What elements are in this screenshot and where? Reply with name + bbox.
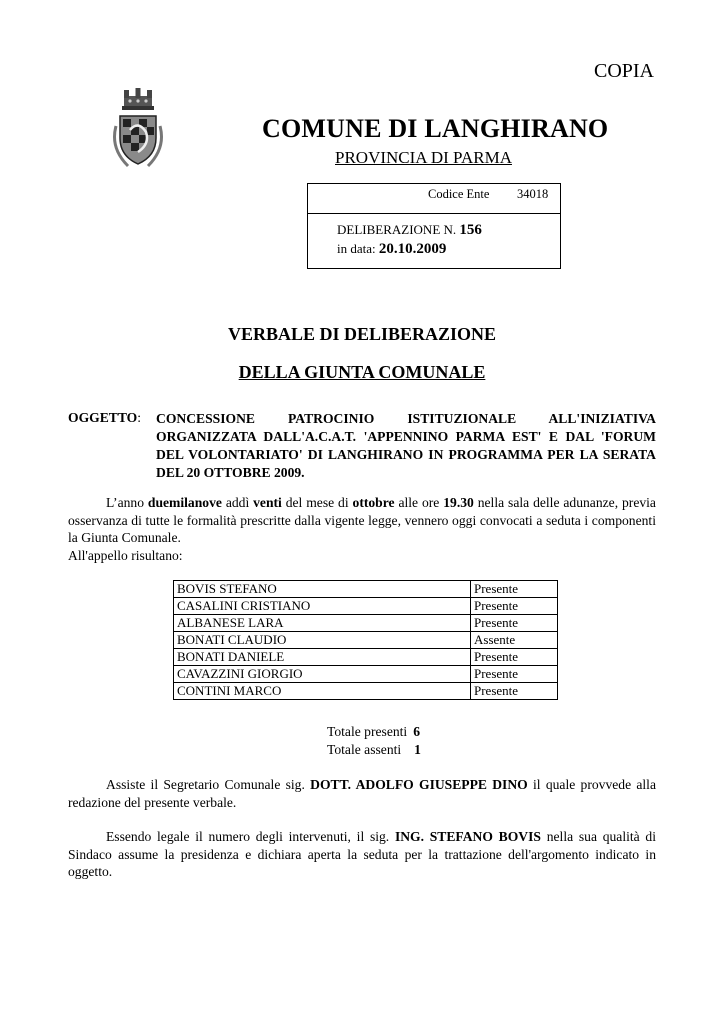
codice-ente-row [308, 184, 560, 214]
page-title: COMUNE DI LANGHIRANO [262, 114, 609, 143]
oggetto-text: CONCESSIONE PATROCINIO ISTITUZIONALE ALL'INIZIATIVA ORGANIZZATA DALL'A.C.A.T. 'APPENNINO PARMA EST' E DAL 'FORUM DEL VOLONTARIATO' DI LANGHIRANO IN PROGRAMMA PER LA SERATA DEL 20 OTTOBRE 2009. [156, 411, 656, 480]
totale-presenti: Totale presenti 6 [327, 724, 420, 739]
member-name: CONTINI MARCO [174, 683, 471, 700]
member-name: ALBANESE LARA [174, 615, 471, 632]
page-subtitle: PROVINCIA DI PARMA [335, 148, 512, 167]
table-row [174, 683, 558, 700]
member-status: Presente [471, 683, 558, 700]
table-row [174, 649, 558, 666]
heading-giunta: DELLA GIUNTA COMUNALE [238, 362, 486, 382]
copia-label: COPIA [593, 60, 654, 82]
member-status: Presente [471, 598, 558, 615]
codice-ente-value: 34018 [517, 187, 549, 201]
table-row [174, 598, 558, 615]
sindaco-paragraph: Essendo legale il numero degli intervenuti, il sig. ING. STEFANO BOVIS nella sua qualità di Sindaco assume la presidenza e dichiara aperta la seduta per la trattazione dell'argomento indicato in oggetto. [68, 829, 656, 879]
member-status: Presente [471, 649, 558, 666]
segretario-paragraph: Assiste il Segretario Comunale sig. DOTT. ADOLFO GIUSEPPE DINO il quale provvede alla redazione del presente verbale. [68, 777, 656, 810]
member-status: Presente [471, 666, 558, 683]
deliberation-info-box [307, 183, 561, 269]
table-row [174, 581, 558, 598]
oggetto-label: OGGETTO: [68, 410, 142, 425]
member-name: BONATI DANIELE [174, 649, 471, 666]
member-name: CASALINI CRISTIANO [174, 598, 471, 615]
date-label: in data: [337, 241, 376, 256]
member-status: Assente [471, 632, 558, 649]
codice-ente-label: Codice Ente [428, 187, 490, 201]
deliberazione-number: 156 [459, 222, 482, 238]
intro-paragraph: L’anno duemilanove addì venti del mese di ottobre alle ore 19.30 nella sala delle adunanze, previa osservanza di tutte le formalità prescritte dalla vigente legge, vennero oggi convocati a seduta i componenti la Giunta Comunale. All'appello risultano: [68, 495, 656, 563]
table-row [174, 615, 558, 632]
member-status: Presente [471, 581, 558, 598]
member-status: Presente [471, 615, 558, 632]
member-name: CAVAZZINI GIORGIO [174, 666, 471, 683]
deliberazione-row [337, 222, 482, 239]
member-name: BOVIS STEFANO [174, 581, 471, 598]
deliberazione-label: DELIBERAZIONE N. [337, 222, 457, 237]
table-row [174, 666, 558, 683]
member-name: BONATI CLAUDIO [174, 632, 471, 649]
attendance-table [173, 580, 558, 700]
totale-assenti: Totale assenti 1 [327, 742, 421, 757]
date-value: 20.10.2009 [378, 241, 447, 257]
date-row [337, 241, 446, 258]
heading-verbale: VERBALE DI DELIBERAZIONE [227, 324, 497, 344]
table-row [174, 632, 558, 649]
municipal-crest-icon [106, 86, 170, 172]
appello-text: All'appello risultano: [68, 547, 183, 563]
